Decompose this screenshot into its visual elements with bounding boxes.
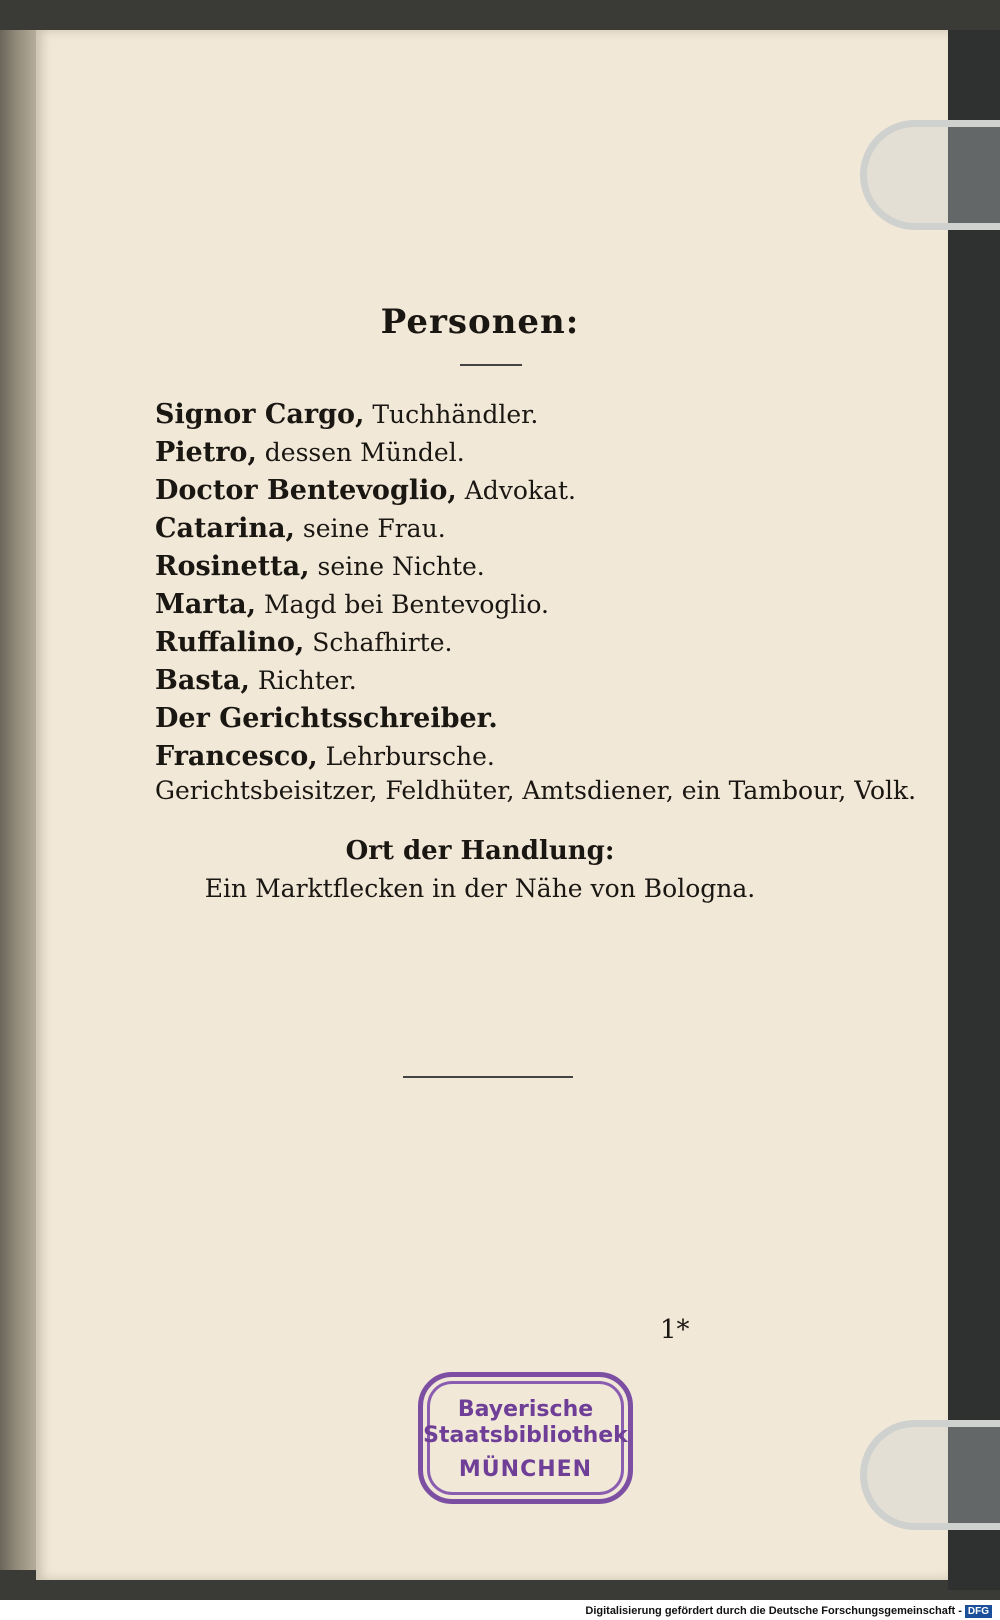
cast-item (155, 396, 875, 434)
cast-item (155, 738, 875, 776)
page-clip-top (860, 120, 1000, 230)
footer-credit (585, 1603, 992, 1619)
cast-item (155, 434, 875, 472)
page-clip-bottom (860, 1420, 1000, 1530)
cast-description: seine Frau. (302, 514, 446, 543)
cast-item (155, 624, 875, 662)
setting-heading: Ort der Handlung: (345, 836, 615, 866)
cast-item (155, 548, 875, 586)
cast-role: Marta, (155, 589, 256, 620)
book-page (36, 30, 948, 1580)
stamp-line-3: MÜNCHEN (458, 1457, 593, 1482)
cast-description: Lehrbursche. (325, 742, 495, 771)
heading-divider (460, 364, 522, 366)
cast-role: Rosinetta, (155, 551, 310, 582)
extras-line: Gerichtsbeisitzer, Feldhüter, Amtsdiener, ein Tambour, Volk. (155, 776, 917, 805)
cast-role: Francesco, (155, 741, 318, 772)
book-spine-edge (0, 30, 38, 1570)
cast-role: Catarina, (155, 513, 295, 544)
setting-text: Ein Marktflecken in der Nähe von Bologna. (204, 874, 756, 903)
cast-list (155, 396, 875, 776)
cast-role: Signor Cargo, (155, 399, 365, 430)
stamp-line-2: Staatsbibliothek (423, 1423, 628, 1448)
footer-text: Digitalisierung gefördert durch die Deutsche Forschungsgemeinschaft - (585, 1605, 962, 1617)
cast-role: Doctor Bentevoglio, (155, 475, 457, 506)
cast-role: Pietro, (155, 437, 257, 468)
cast-item (155, 586, 875, 624)
cast-description: Magd bei Bentevoglio. (263, 590, 549, 619)
cast-role: Der Gerichtsschreiber. (155, 703, 498, 734)
closing-divider (403, 1076, 573, 1078)
signature-mark: 1* (660, 1315, 690, 1345)
library-stamp (418, 1372, 633, 1504)
dfg-logo-icon: DFG (965, 1605, 992, 1618)
stamp-line-1: Bayerische (457, 1397, 594, 1422)
cast-description: seine Nichte. (317, 552, 485, 581)
scanner-strip (948, 30, 1000, 1590)
page-heading: Personen: (380, 302, 580, 342)
cast-item (155, 662, 875, 700)
cast-item (155, 472, 875, 510)
cast-description: Richter. (257, 666, 357, 695)
cast-description: Tuchhändler. (372, 400, 539, 429)
cast-role: Basta, (155, 665, 250, 696)
cast-description: dessen Mündel. (264, 438, 465, 467)
cast-role: Ruffalino, (155, 627, 305, 658)
cast-description: Schafhirte. (312, 628, 453, 657)
cast-description: Advokat. (464, 476, 576, 505)
cast-item (155, 700, 875, 738)
cast-item (155, 510, 875, 548)
